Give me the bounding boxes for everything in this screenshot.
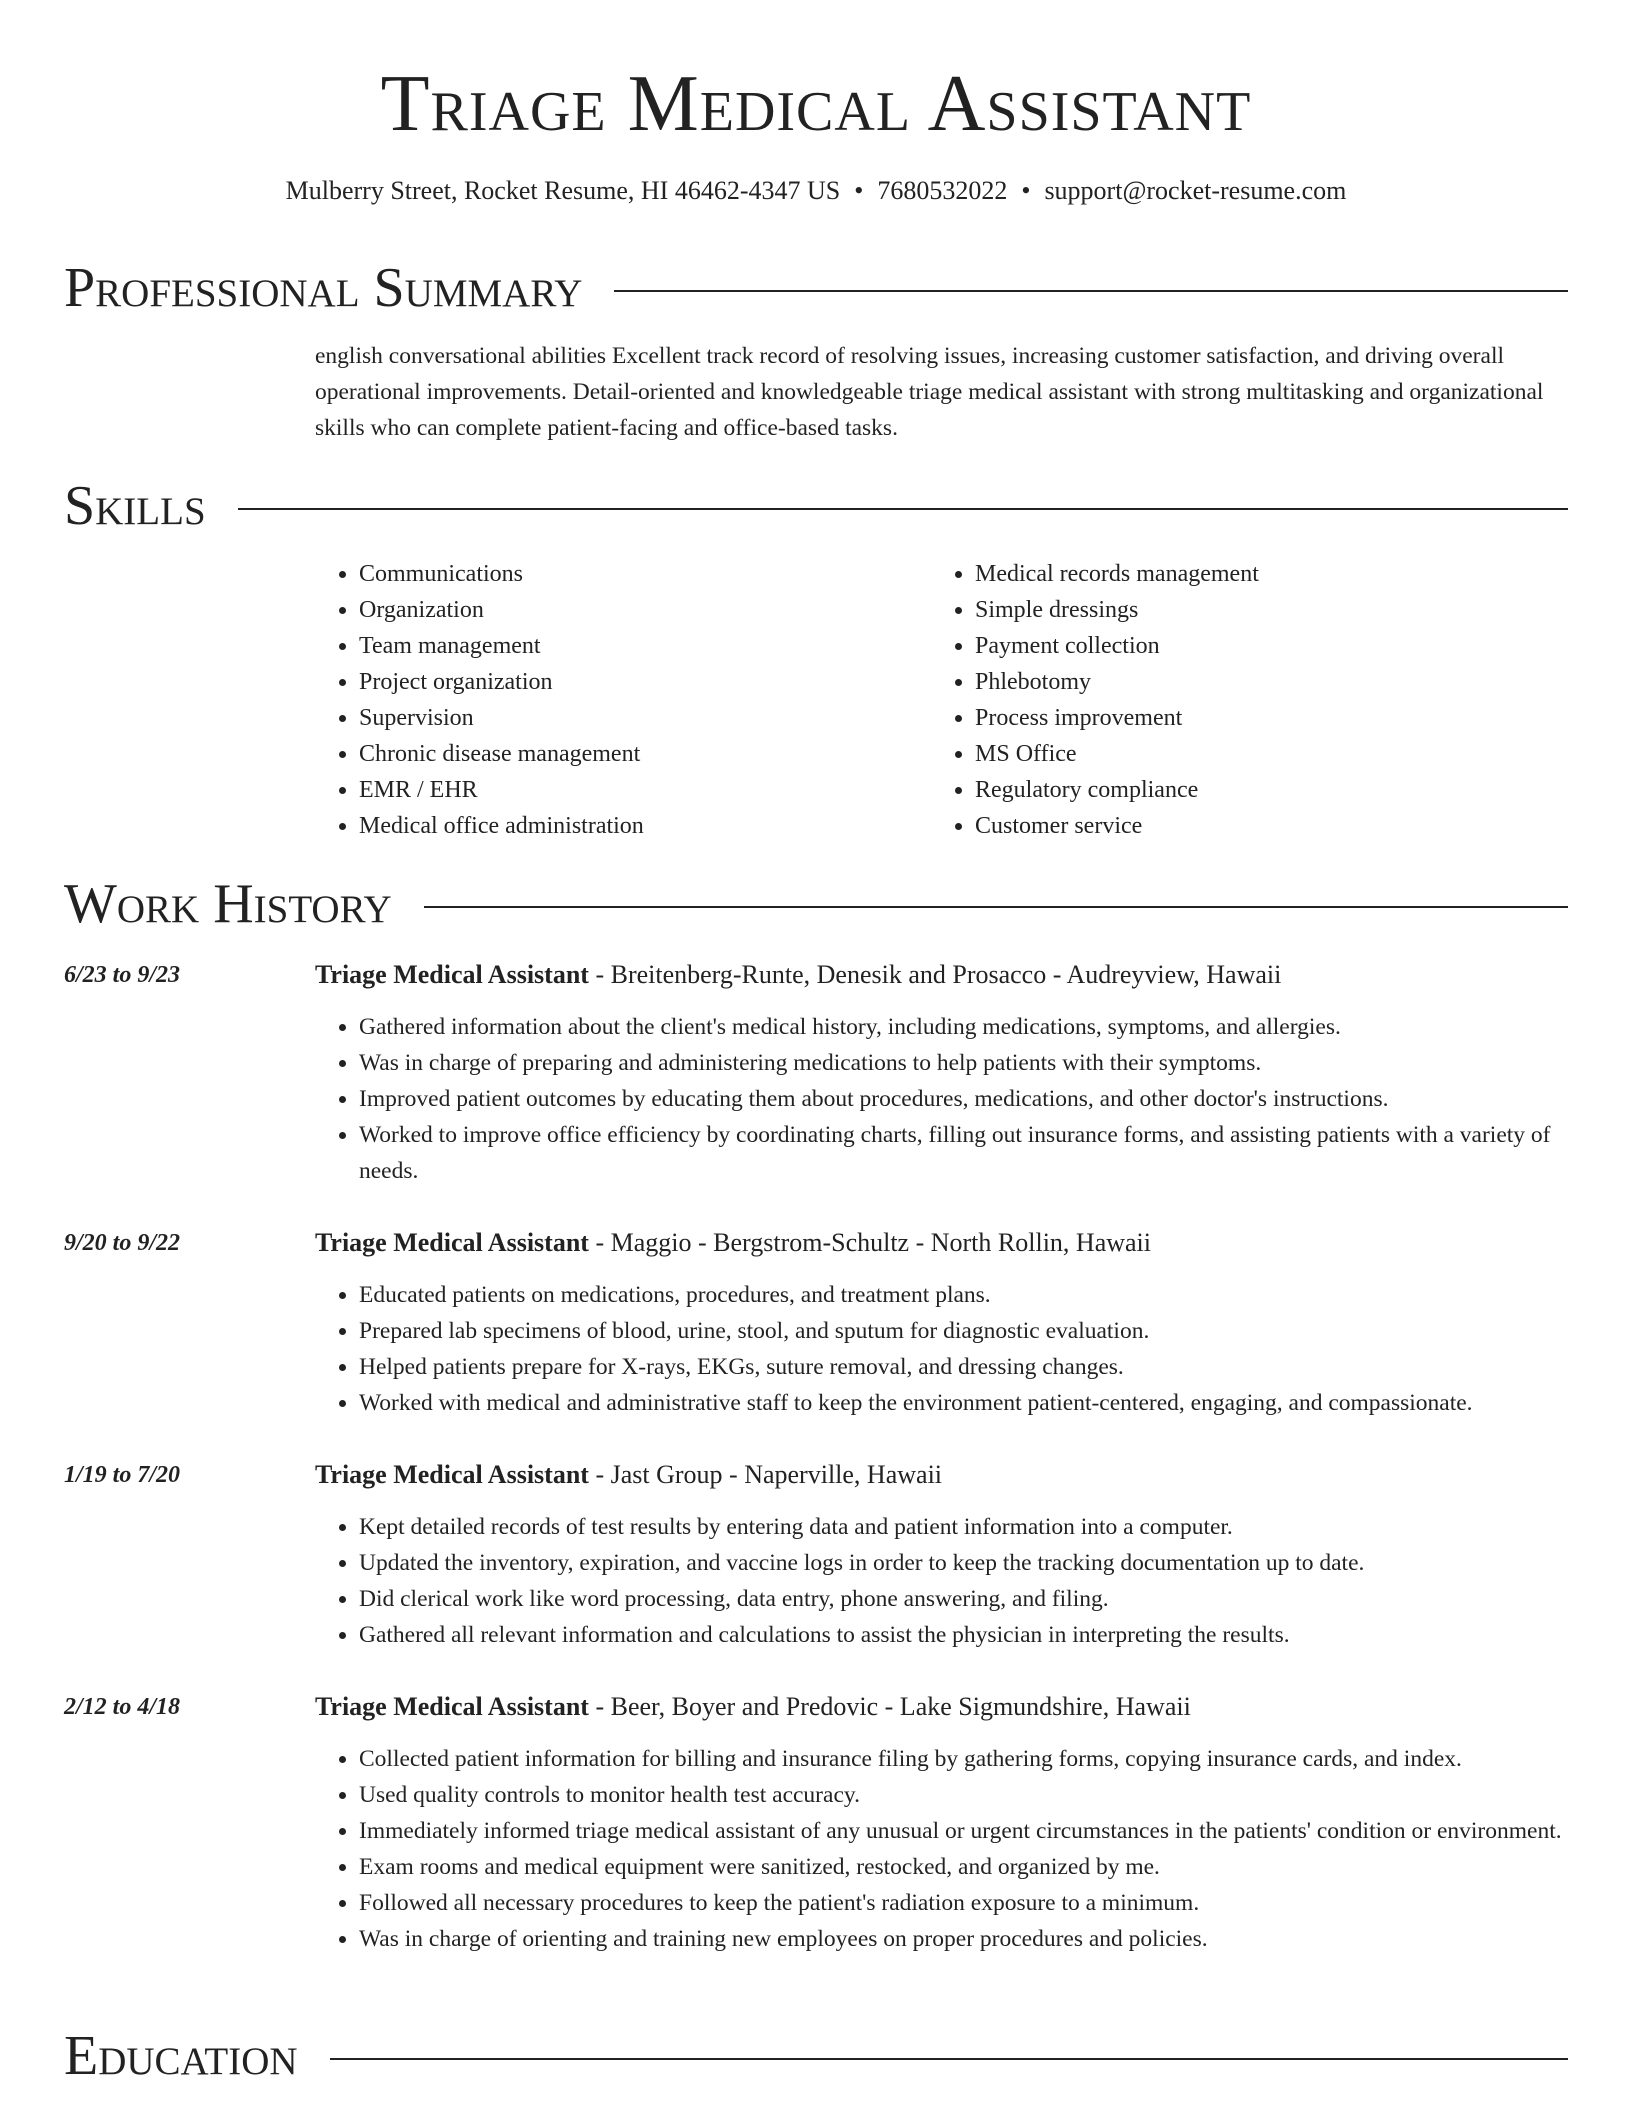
skill-item: • Customer service [975,808,1595,844]
job-bullet: • Prepared lab specimens of blood, urine, stool, and sputum for diagnostic evaluation. [359,1313,1612,1349]
section-divider [614,290,1568,292]
job-bullet: • Worked with medical and administrative staff to keep the environment patient-centered, engaging, and compassionate. [359,1385,1612,1421]
skill-item: • Process improvement [975,700,1595,736]
skill-item: • Phlebotomy [975,664,1595,700]
skill-item: • Chronic disease management [359,736,919,772]
job-bullets [315,1741,1612,1957]
job-bullet: • Updated the inventory, expiration, and vaccine logs in order to keep the tracking documentation up to date. [359,1545,1612,1581]
job-bullets [315,1509,1612,1653]
job-header [315,1225,1151,1261]
job-role: Triage Medical Assistant [315,1692,589,1721]
section-divider [424,906,1568,908]
section-header-summary [64,258,1568,318]
job-bullet: • Helped patients prepare for X-rays, EKGs, suture removal, and dressing changes. [359,1349,1612,1385]
job-bullet: • Was in charge of preparing and administering medications to help patients with their symptoms. [359,1045,1612,1081]
job-bullet: • Immediately informed triage medical assistant of any unusual or urgent circumstances in the patients' condition or environment. [359,1813,1612,1849]
section-header-work [64,874,1568,934]
section-header-education [64,2026,1568,2086]
phone: 7680532022 [877,176,1008,205]
job-dates: 6/23 to 9/23 [64,962,181,988]
job-employer: - Beer, Boyer and Predovic - Lake Sigmundshire, Hawaii [588,1692,1191,1721]
job-role: Triage Medical Assistant [315,1228,589,1257]
job-bullet: • Gathered information about the client's medical history, including medications, symptoms, and allergies. [359,1009,1612,1045]
job-bullet: • Was in charge of orienting and training new employees on proper procedures and policies. [359,1921,1612,1957]
skill-item: • Medical records management [975,556,1595,592]
job-dates: 9/20 to 9/22 [64,1230,181,1256]
job-bullet: • Educated patients on medications, procedures, and treatment plans. [359,1277,1612,1313]
section-title: Professional Summary [64,257,583,319]
section-title: Skills [64,475,206,537]
job-bullets [315,1009,1612,1189]
section-title: Education [64,2025,298,2087]
skill-item: • Organization [359,592,919,628]
job-header [315,957,1281,993]
job-bullet: • Did clerical work like word processing, data entry, phone answering, and filing. [359,1581,1612,1617]
section-divider [238,508,1568,510]
section-title: Work History [64,873,392,935]
section-divider [330,2058,1568,2060]
job-header [315,1689,1191,1725]
skill-item: • Payment collection [975,628,1595,664]
job-bullet: • Exam rooms and medical equipment were sanitized, restocked, and organized by me. [359,1849,1612,1885]
separator: • [854,176,864,205]
job-bullet: • Followed all necessary procedures to keep the patient's radiation exposure to a minimum. [359,1885,1612,1921]
resume-title: Triage Medical Assistant [380,60,1252,148]
job-employer: - Breitenberg-Runte, Denesik and Prosacco - Audreyview, Hawaii [588,960,1282,989]
job-employer: - Jast Group - Naperville, Hawaii [588,1460,943,1489]
job-dates: 2/12 to 4/18 [64,1694,181,1720]
skill-item: • Simple dressings [975,592,1595,628]
section-header-skills [64,476,1568,536]
separator: • [1021,176,1031,205]
address: Mulberry Street, Rocket Resume, HI 46462-4347 US [285,176,841,205]
skills-list-right [931,556,1595,844]
skill-item: • Supervision [359,700,919,736]
summary-text: english conversational abilities Excellent track record of resolving issues, increasing customer satisfaction, and driving overall operational improvements. Detail-oriented and knowledgeable triage medical assistant with strong multitasking and organizational skills who can complete patient-facing and office-based tasks. [315,343,1544,441]
skill-item: • Regulatory compliance [975,772,1595,808]
job-dates: 1/19 to 7/20 [64,1462,181,1488]
job-bullet: • Collected patient information for billing and insurance filing by gathering forms, copying insurance cards, and index. [359,1741,1612,1777]
job-bullets [315,1277,1612,1421]
job-employer: - Maggio - Bergstrom-Schultz - North Rollin, Hawaii [588,1228,1151,1257]
job-bullet: • Gathered all relevant information and calculations to assist the physician in interpreting the results. [359,1617,1612,1653]
skills-list-left [315,556,919,844]
job-role: Triage Medical Assistant [315,1460,589,1489]
job-header [315,1457,942,1493]
skill-item: • Team management [359,628,919,664]
job-bullet: • Worked to improve office efficiency by coordinating charts, filling out insurance forms, and assisting patients with a variety of needs. [359,1117,1612,1189]
job-bullet: • Used quality controls to monitor health test accuracy. [359,1777,1612,1813]
skill-item: • Communications [359,556,919,592]
skill-item: • Project organization [359,664,919,700]
email: support@rocket-resume.com [1044,176,1347,205]
job-bullet: • Improved patient outcomes by educating them about procedures, medications, and other doctor's instructions. [359,1081,1612,1117]
job-role: Triage Medical Assistant [315,960,589,989]
contact-line [0,174,1632,208]
job-bullet: • Kept detailed records of test results by entering data and patient information into a computer. [359,1509,1612,1545]
skill-item: • MS Office [975,736,1595,772]
skill-item: • Medical office administration [359,808,919,844]
skill-item: • EMR / EHR [359,772,919,808]
